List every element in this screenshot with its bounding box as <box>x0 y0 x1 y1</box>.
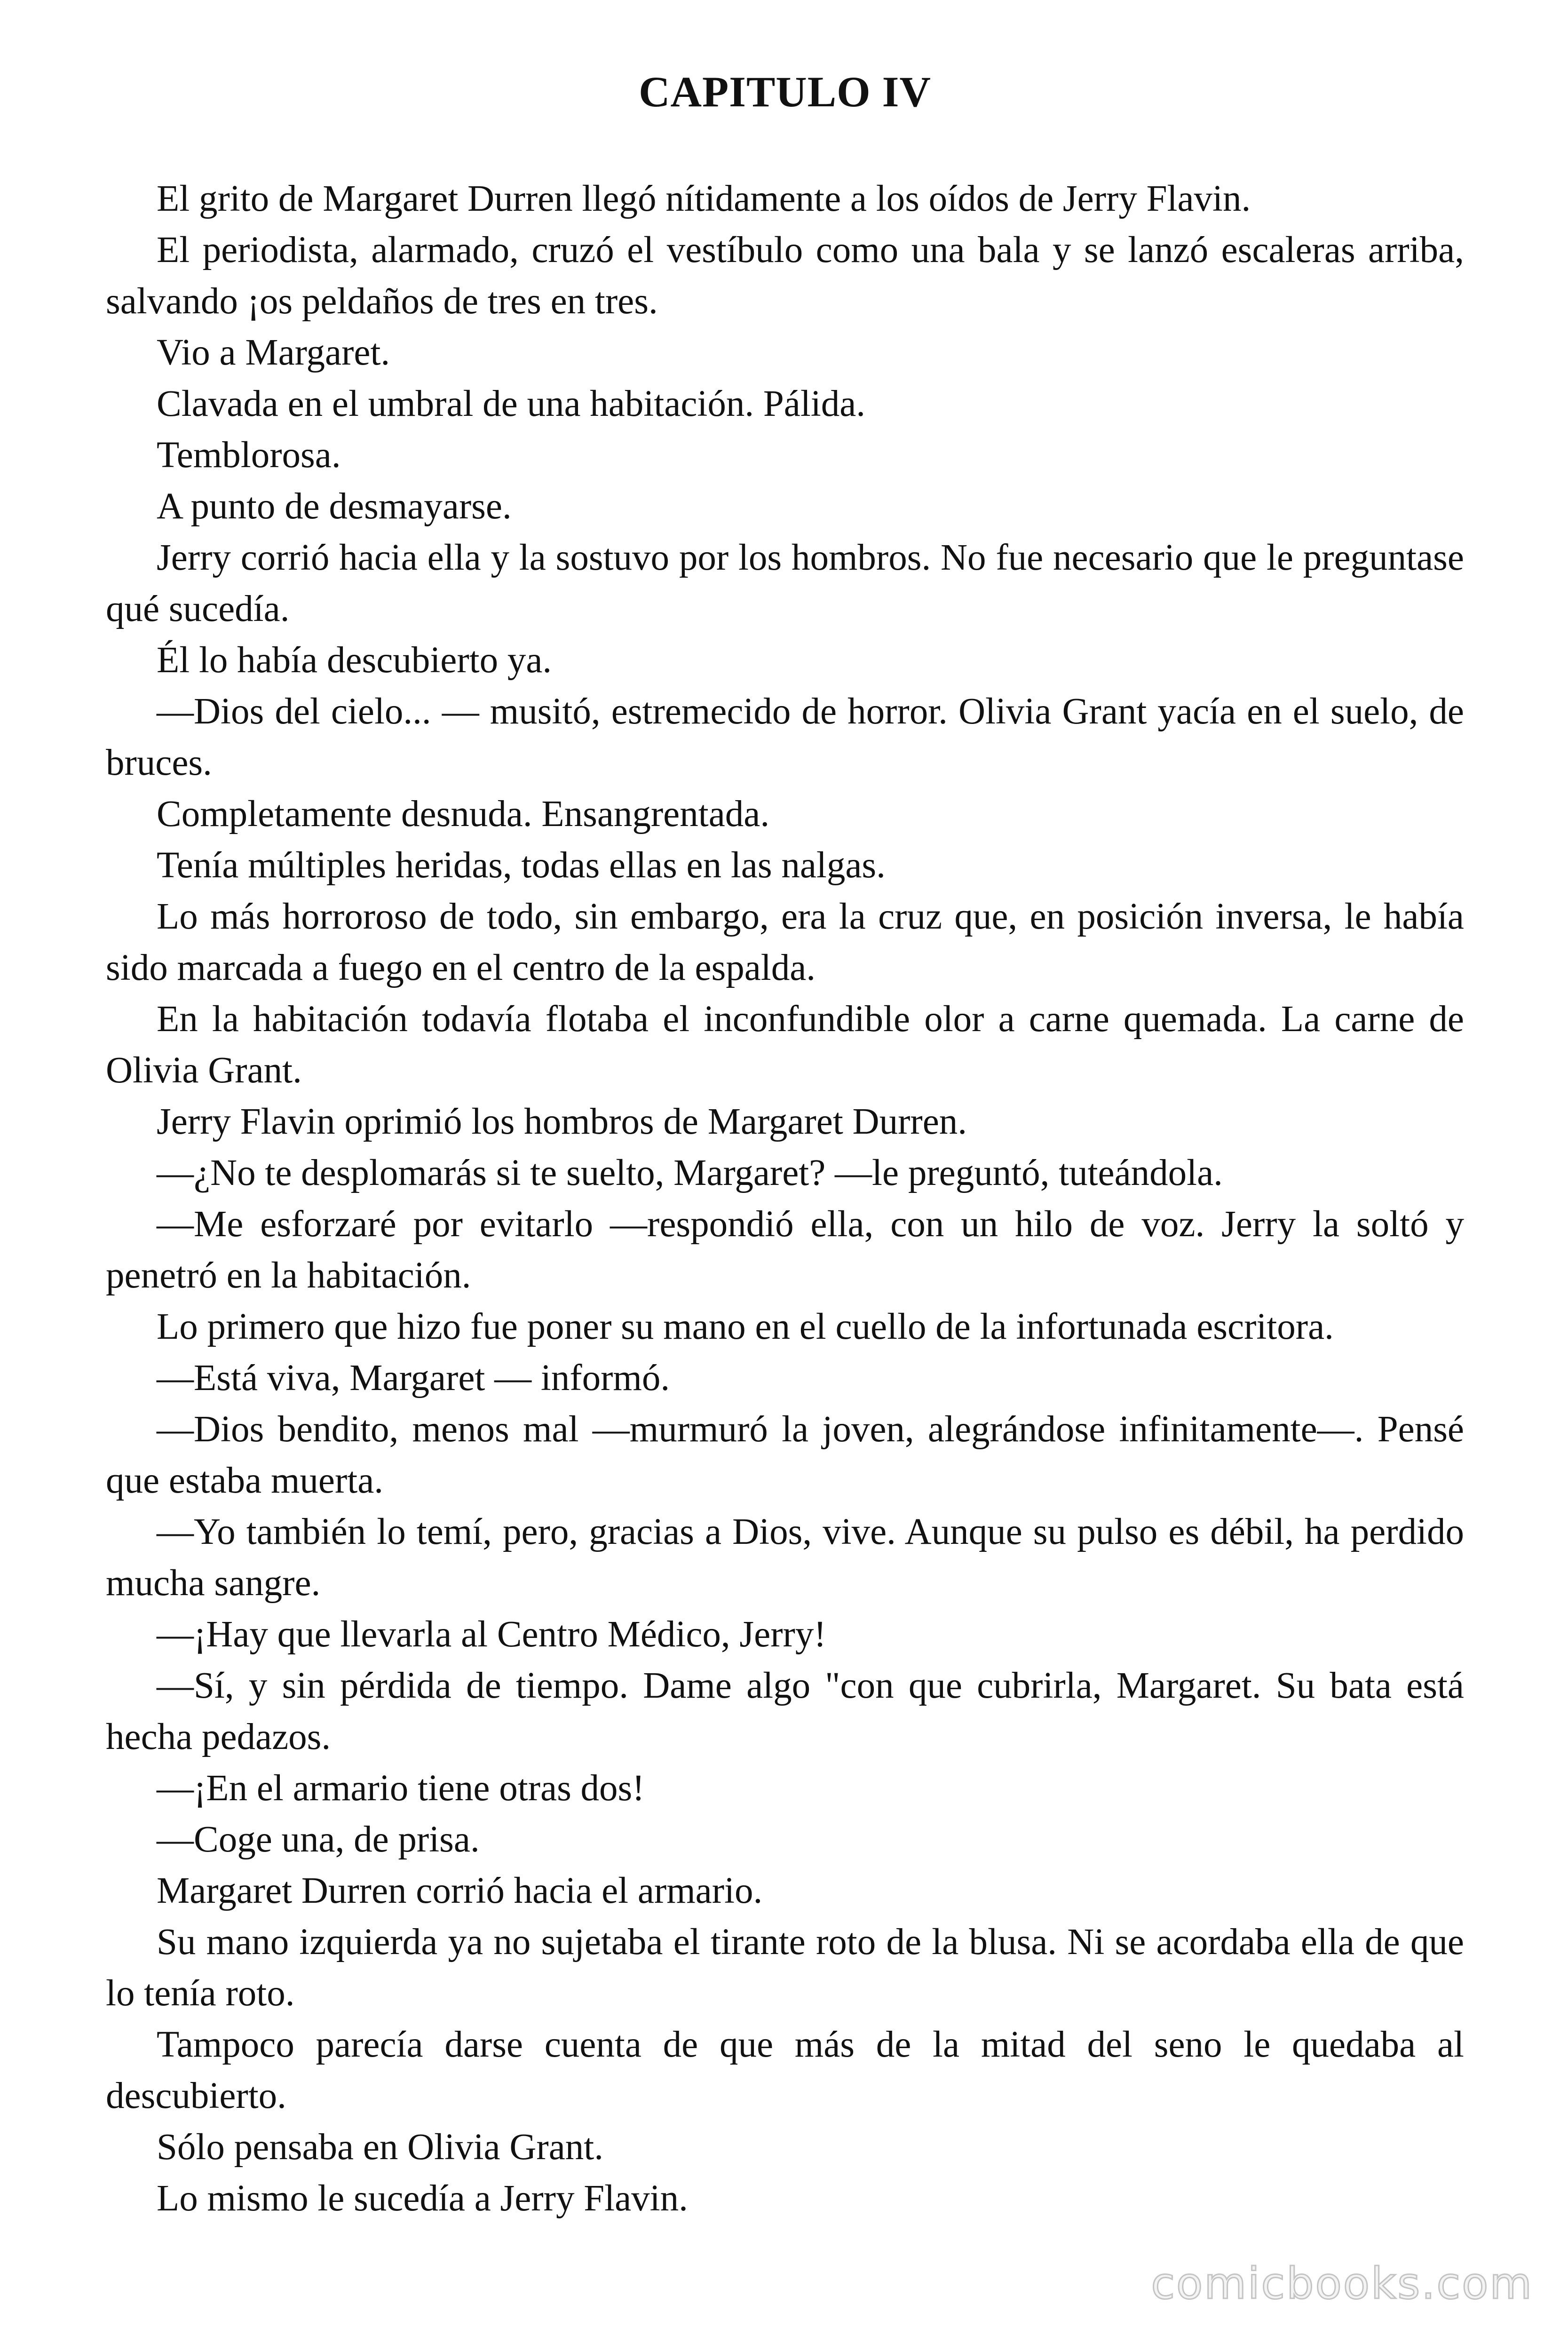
paragraph-2: El periodista, alarmado, cruzó el vestíbulo como una bala y se lanzó escaleras arriba, salvando ¡os peldaños de tres en tres. <box>106 230 1464 322</box>
paragraph-7: Jerry corrió hacia ella y la sostuvo por los hombros. No fue necesario que le preguntase qué sucedía. <box>106 537 1464 629</box>
paragraph-28: Sólo pensaba en Olivia Grant. <box>157 2127 603 2168</box>
paragraph-11: Tenía múltiples heridas, todas ellas en las nalgas. <box>157 845 886 886</box>
paragraph-5: Temblorosa. <box>157 435 341 476</box>
watermark: comicbooks.com <box>1151 2258 1533 2309</box>
paragraph-13: En la habitación todavía flotaba el inconfundible olor a carne quemada. La carne de Olivia Grant. <box>106 999 1464 1091</box>
paragraph-23: —¡En el armario tiene otras dos! <box>157 1768 645 1809</box>
paragraph-22: —Sí, y sin pérdida de tiempo. Dame algo "con que cubrirla, Margaret. Su bata está hecha pedazos. <box>106 1665 1464 1757</box>
paragraph-8: Él lo había descubierto ya. <box>157 640 552 681</box>
paragraph-24: —Coge una, de prisa. <box>157 1819 480 1860</box>
paragraph-17: Lo primero que hizo fue poner su mano en el cuello de la infortunada escritora. <box>157 1306 1334 1347</box>
chapter-title: CAPITULO IV <box>639 68 931 116</box>
paragraph-10: Completamente desnuda. Ensangrentada. <box>157 794 770 834</box>
paragraph-15: —¿No te desplomarás si te suelto, Margaret? —le preguntó, tuteándola. <box>157 1152 1223 1193</box>
paragraph-27: Tampoco parecía darse cuenta de que más de la mitad del seno le quedaba al descubierto. <box>106 2024 1464 2116</box>
paragraph-19: —Dios bendito, menos mal —murmuró la joven, alegrándose infinitamente—. Pensé que estaba muerta. <box>106 1409 1464 1501</box>
paragraph-16: —Me esforzaré por evitarlo —respondió ella, con un hilo de voz. Jerry la soltó y penetró en la habitación. <box>106 1204 1464 1296</box>
paragraph-14: Jerry Flavin oprimió los hombros de Margaret Durren. <box>157 1101 967 1142</box>
chapter-body <box>106 173 1464 2224</box>
paragraph-20: —Yo también lo temí, pero, gracias a Dios, vive. Aunque su pulso es débil, ha perdido mucha sangre. <box>106 1511 1464 1604</box>
paragraph-1: El grito de Margaret Durren llegó nítidamente a los oídos de Jerry Flavin. <box>157 178 1251 219</box>
paragraph-26: Su mano izquierda ya no sujetaba el tirante roto de la blusa. Ni se acordaba ella de que lo tenía roto. <box>106 1922 1464 2014</box>
book-page <box>106 0 1464 2352</box>
paragraph-12: Lo más horroroso de todo, sin embargo, era la cruz que, en posición inversa, le había sido marcada a fuego en el centro de la espalda. <box>106 896 1464 988</box>
paragraph-6: A punto de desmayarse. <box>157 486 512 527</box>
paragraph-9: —Dios del cielo... — musitó, estremecido de horror. Olivia Grant yacía en el suelo, de bruces. <box>106 691 1464 783</box>
paragraph-18: —Está viva, Margaret — informó. <box>157 1358 670 1398</box>
paragraph-25: Margaret Durren corrió hacia el armario. <box>157 1870 763 1911</box>
paragraph-4: Clavada en el umbral de una habitación. Pálida. <box>157 383 866 424</box>
paragraph-3: Vio a Margaret. <box>157 332 390 373</box>
paragraph-29: Lo mismo le sucedía a Jerry Flavin. <box>157 2178 688 2219</box>
paragraph-21: —¡Hay que llevarla al Centro Médico, Jerry! <box>157 1614 826 1655</box>
